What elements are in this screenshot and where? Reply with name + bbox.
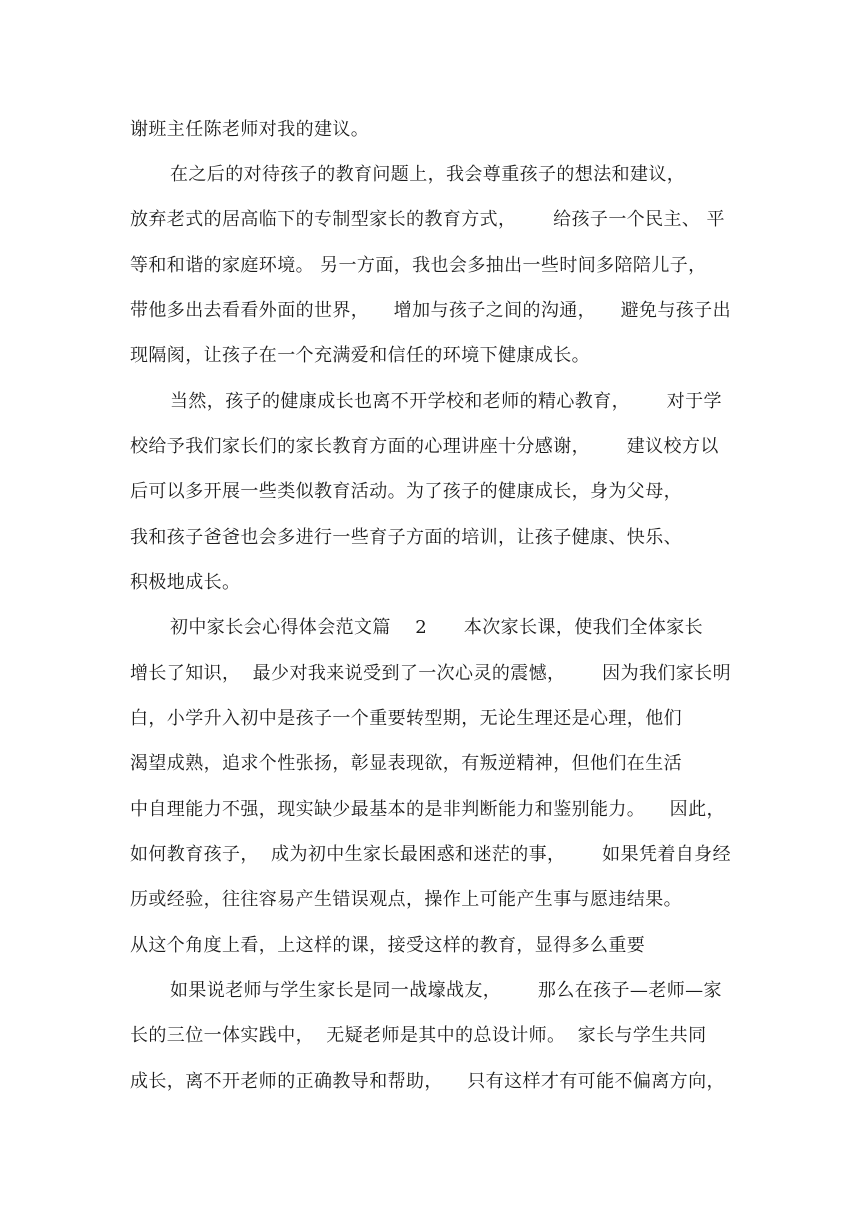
text-line: 等和和谐的家庭环境。 另一方面，我也会多抽出一些时间多陪陪儿子， [130, 255, 707, 276]
text-line: 白，小学升入初中是孩子一个重要转型期，无论生理还是心理，他们 [130, 708, 682, 729]
text-line: 谢班主任陈老师对我的建议。 [130, 119, 370, 140]
paragraph-start-line: 在之后的对待孩子的教育问题上，我会尊重孩子的想法和建议， [170, 164, 686, 185]
text-line: 积极地成长。 [130, 572, 241, 593]
text-line: 后可以多开展一些类似教育活动。为了孩子的健康成长，身为父母， [130, 481, 682, 502]
text-line: 成长，离不开老师的正确教导和帮助， 只有这样才有可能不偏离方向， [130, 1071, 725, 1092]
text-line: 如何教育孩子， 成为初中生家长最困惑和迷茫的事， 如果凭着自身经 [130, 844, 731, 865]
paragraph-start-line: 初中家长会心得体会范文篇 2 本次家长课，使我们全体家长 [170, 617, 704, 638]
text-line: 中自理能力不强，现实缺少最基本的是非判断能力和鉴别能力。 因此， [130, 799, 725, 820]
text-line: 历或经验，往往容易产生错误观点，操作上可能产生事与愿违结果。 [130, 889, 682, 910]
text-line: 我和孩子爸爸也会多进行一些育子方面的培训，让孩子健康、快乐、 [130, 527, 682, 548]
text-line: 增长了知识， 最少对我来说受到了一次心灵的震憾， 因为我们家长明 [130, 663, 731, 684]
text-line: 长的三位一体实践中， 无疑老师是其中的总设计师。 家长与学生共同 [130, 1025, 707, 1046]
text-line: 从这个角度上看，上这样的课，接受这样的教育，显得多么重要 [130, 935, 646, 956]
paragraph-start-line: 如果说老师与学生家长是同一战壕战友， 那么在孩子—老师—家 [170, 980, 722, 1001]
text-line: 渴望成熟，追求个性张扬，彰显表现欲，有叛逆精神，但他们在生活 [130, 753, 682, 774]
text-line: 现隔阂，让孩子在一个充满爱和信任的环境下健康成长。 [130, 345, 590, 366]
text-line: 带他多出去看看外面的世界， 增加与孩子之间的沟通， 避免与孩子出 [130, 300, 731, 321]
text-line: 放弃老式的居高临下的专制型家长的教育方式， 给孩子一个民主、 平 [130, 209, 725, 230]
text-line: 校给予我们家长们的家长教育方面的心理讲座十分感谢， 建议校方以 [130, 436, 719, 457]
paragraph-start-line: 当然，孩子的健康成长也离不开学校和老师的精心教育， 对于学 [170, 391, 722, 412]
